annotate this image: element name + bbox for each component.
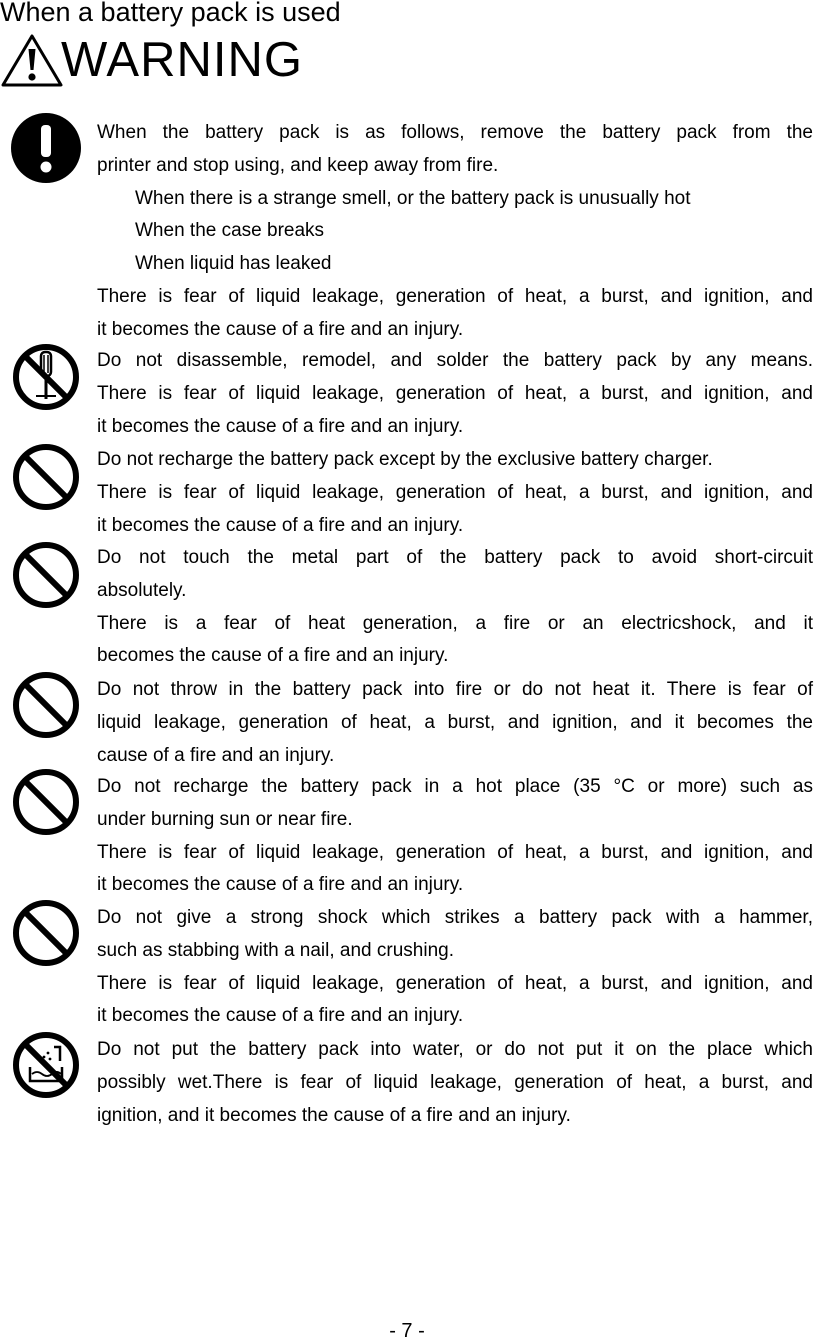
text-line: There is fear of liquid leakage, generation of heat, a burst, and ignition, and — [97, 841, 813, 863]
prohibited-icon — [12, 541, 80, 609]
short-circuit-warning — [97, 542, 813, 673]
text-line: printer and stop using, and keep away from fire. — [97, 154, 499, 176]
text-line: Do not disassemble, remodel, and solder the battery pack by any means. — [97, 350, 813, 371]
text-line: it becomes the cause of a fire and an injury. — [97, 1005, 464, 1027]
list-item — [97, 183, 813, 216]
warning-banner — [0, 30, 303, 90]
no-water-icon — [12, 1031, 80, 1099]
text-line: such as stabbing with a nail, and crushing. — [97, 939, 454, 961]
text-line: Do not recharge the battery pack except by the exclusive battery charger. — [97, 449, 713, 470]
text-line: Do not give a strong shock which strikes a battery pack with a hammer, — [97, 907, 813, 928]
list-item — [97, 215, 813, 248]
text-line: Do not throw in the battery pack into fire or do not heat it. There is fear of — [97, 679, 813, 700]
text-line: There is a fear of heat generation, a fire or an electricshock, and it — [97, 612, 813, 634]
text-line: Do not recharge the battery pack in a hot place (35 °C or more) such as — [97, 776, 813, 797]
bullet-mark — [97, 248, 135, 281]
list-item — [97, 248, 813, 281]
no-disassembly-warning — [97, 345, 813, 443]
text-line: absolutely. — [97, 579, 187, 601]
text-line: it becomes the cause of a fire and an injury. — [97, 415, 464, 437]
prohibited-icon — [12, 899, 80, 967]
text-line: it becomes the cause of a fire and an injury. — [97, 874, 464, 896]
bullet-mark — [97, 215, 135, 248]
text-line: it becomes the cause of a fire and an injury. — [97, 514, 464, 536]
list-item-text: When liquid has leaked — [135, 253, 332, 275]
text-line: possibly wet.There is fear of liquid leakage, generation of heat, a burst, and — [97, 1071, 813, 1093]
mandatory-action-icon — [10, 112, 82, 184]
exclusive-charger-warning — [97, 444, 813, 542]
section-heading: When a battery pack is used — [0, 0, 341, 27]
text-line: There is fear of liquid leakage, generation of heat, a burst, and ignition, and — [97, 972, 813, 994]
text-line: There is fear of liquid leakage, generation of heat, a burst, and ignition, and — [97, 481, 813, 503]
battery-removal-instruction — [97, 117, 813, 347]
text-line: Do not touch the metal part of the battery pack to avoid short-circuit — [97, 547, 813, 568]
water-warning — [97, 1034, 813, 1132]
prohibited-icon — [12, 671, 80, 739]
text-line: it becomes the cause of a fire and an injury. — [97, 318, 464, 340]
text-line: liquid leakage, generation of heat, a burst, and ignition, and it becomes the — [97, 711, 813, 733]
prohibited-icon — [12, 768, 80, 836]
prohibited-icon — [12, 443, 80, 511]
text-line: When the battery pack is as follows, remove the battery pack from the — [97, 122, 813, 143]
text-line: There is fear of liquid leakage, generation of heat, a burst, and ignition, and — [97, 382, 813, 404]
text-line: ignition, and it becomes the cause of a fire and an injury. — [97, 1104, 571, 1126]
text-line: Do not put the battery pack into water, or do not put it on the place which — [97, 1039, 813, 1060]
list-item-text: When there is a strange smell, or the battery pack is unusually hot — [135, 187, 691, 209]
text-line: cause of a fire and an injury. — [97, 744, 335, 766]
text-line: There is fear of liquid leakage, generation of heat, a burst, and ignition, and — [97, 285, 813, 307]
page-number: - 7 - — [389, 1320, 425, 1342]
text-line: under burning sun or near fire. — [97, 808, 353, 830]
warning-triangle-icon — [0, 32, 64, 88]
no-disassembly-icon — [12, 343, 80, 411]
fire-heat-warning — [97, 674, 813, 772]
shock-warning — [97, 902, 813, 1033]
text-line: becomes the cause of a fire and an injury. — [97, 645, 449, 667]
hot-place-warning — [97, 771, 813, 902]
warning-label: WARNING — [61, 33, 303, 87]
list-item-text: When the case breaks — [135, 220, 325, 242]
bullet-mark — [97, 183, 135, 216]
